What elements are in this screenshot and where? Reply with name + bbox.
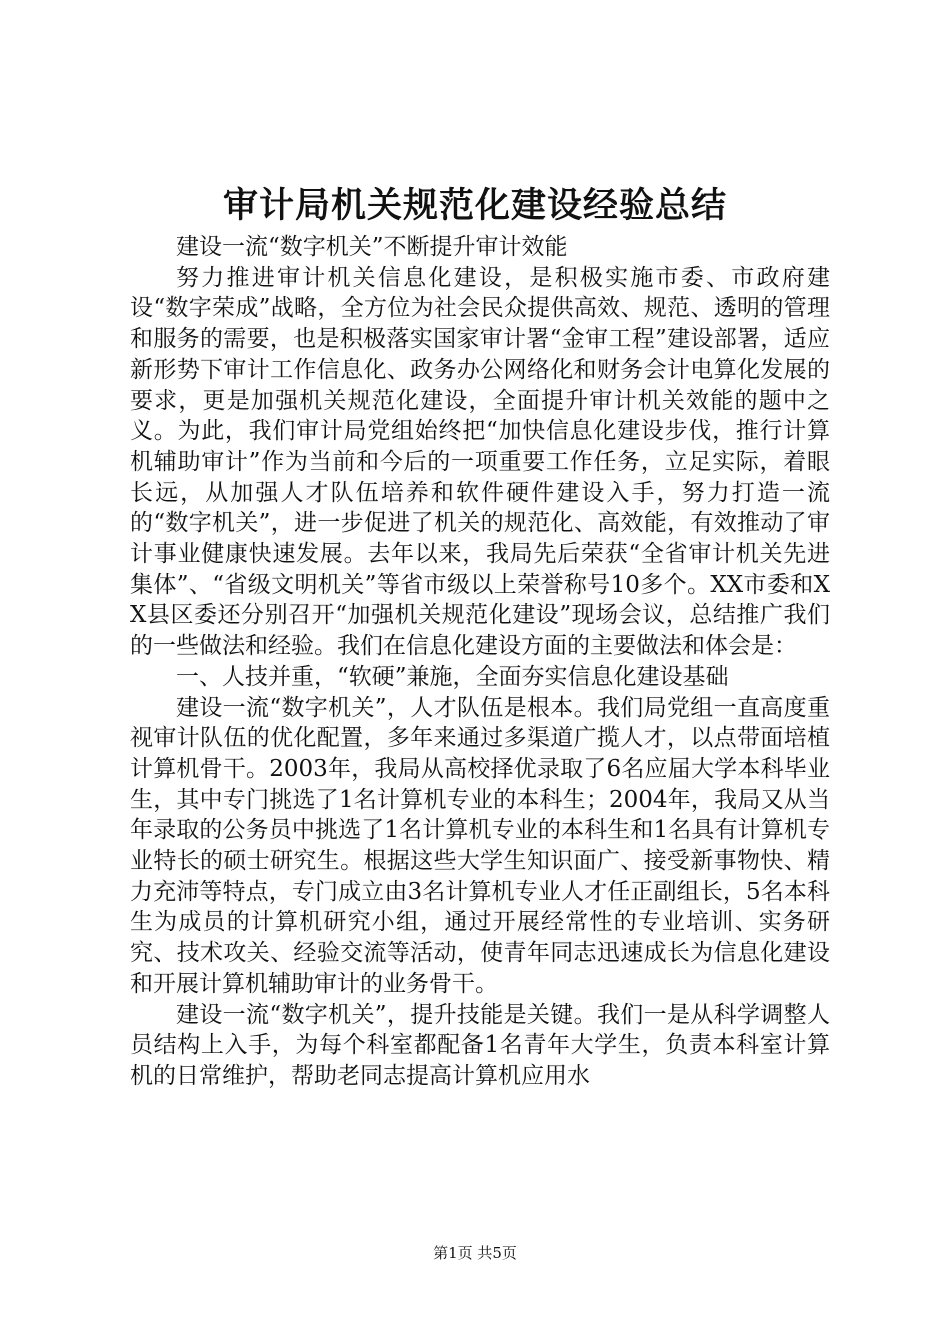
page-footer: 第1页 共5页 [433,1244,517,1262]
intro-paragraph: 努力推进审计机关信息化建设，是积极实施市委、市政府建设“数字荣成”战略，全方位为社会民众提供高效、规范、透明的管理和服务的需要，也是积极落实国家审计署“金审工程”建设部署，适应新形势下审计工作信息化、政务办公网络化和财务会计电算化发展的要求，更是加强机关规范化建设，全面提升审计机关效能的题中之义。为此，我们审计局党组始终把“加快信息化建设步伐，推行计算机辅助审计”作为当前和今后的一项重要工作任务，立足实际，着眼长远，从加强人才队伍培养和软件硬件建设入手，努力打造一流的“数字机关”，进一步促进了机关的规范化、高效能，有效推动了审计事业健康快速发展。去年以来，我局先后荣获“全省审计机关先进集体”、“省级文明机关”等省市级以上荣誉称号10多个。XX市委和XX县区委还分别召开“加强机关规范化建设”现场会议，总结推广我们的一些做法和经验。我们在信息化建设方面的主要做法和体会是： [130,264,830,660]
body-paragraph-skills: 建设一流“数字机关”，提升技能是关键。我们一是从科学调整人员结构上入手，为每个科室都配备1名青年大学生，负责本科室计算机的日常维护，帮助老同志提高计算机应用水 [130,1001,830,1089]
document-body [130,232,830,1092]
document-title: 审计局机关规范化建设经验总结 [222,185,727,226]
subtitle-paragraph: 建设一流“数字机关”不断提升审计效能 [176,234,568,260]
section-heading-1: 一、人技并重，“软硬”兼施，全面夯实信息化建设基础 [176,663,729,690]
body-paragraph-talent: 建设一流“数字机关”，人才队伍是根本。我们局党组一直高度重视审计队伍的优化配置，多年来通过多渠道广揽人才，以点带面培植计算机骨干。2003年，我局从高校择优录取了6名应届大学本科毕业生，其中专门挑选了1名计算机专业的本科生；2004年，我局又从当年录取的公务员中挑选了1名计算机专业的本科生和1名具有计算机专业特长的硕士研究生。根据这些大学生知识面广、接受新事物快、精力充沛等特点，专门成立由3名计算机专业人才任正副组长，5名本科生为成员的计算机研究小组，通过开展经常性的专业培训、实务研究、技术攻关、经验交流等活动，使青年同志迅速成长为信息化建设和开展计算机辅助审计的业务骨干。 [130,694,830,997]
